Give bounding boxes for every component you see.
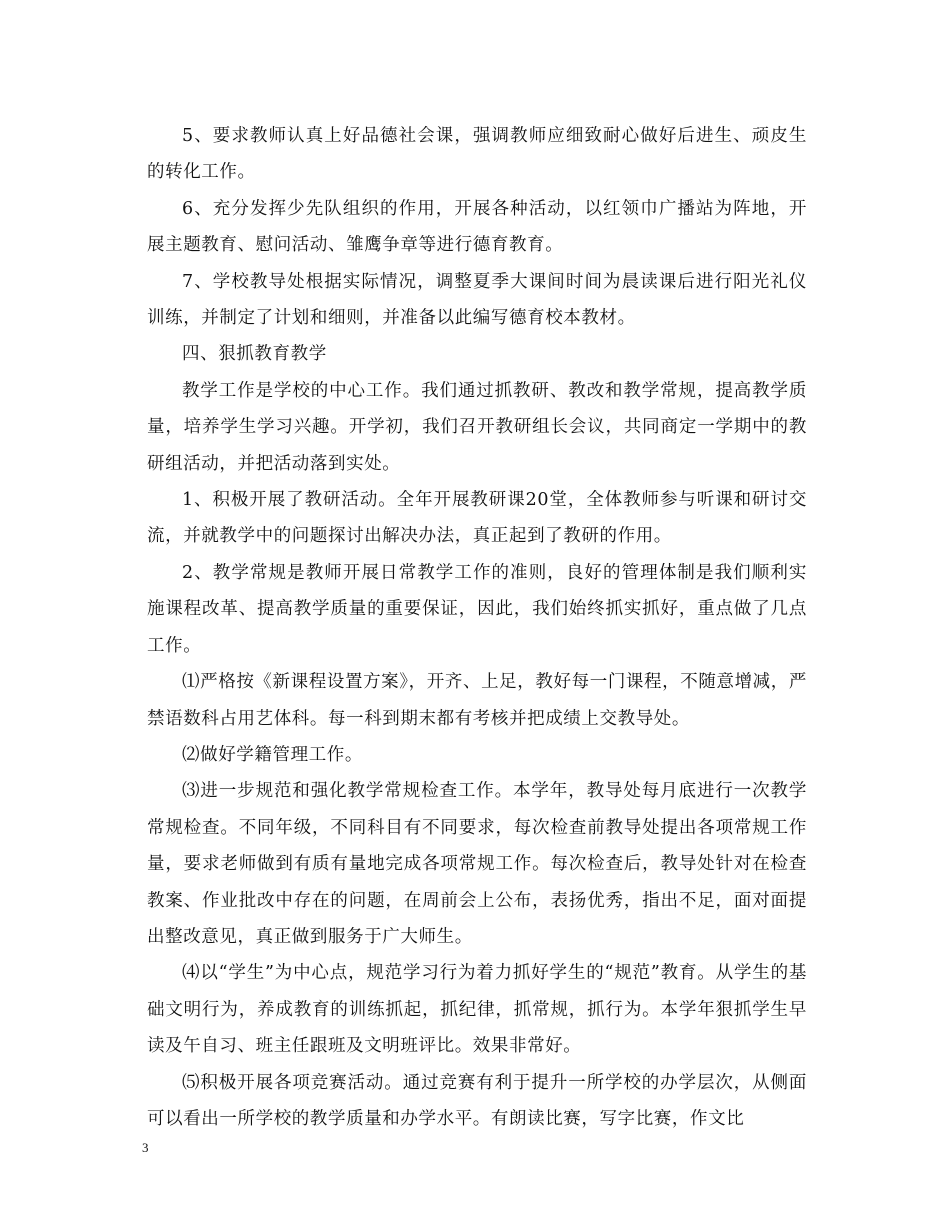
paragraph-teaching-item-1: 1、积极开展了教研活动。全年开展教研课20堂，全体教师参与听课和研讨交流，并就教学中的问题探讨出解决办法，真正起到了教研的作用。 [147, 490, 807, 547]
paragraph-teaching-intro: 教学工作是学校的中心工作。我们通过抓教研、教改和教学常规，提高教学质量，培养学生学习兴趣。开学初，我们召开教研组长会议，共同商定一学期中的教研组活动，并把活动落到实处。 [147, 380, 807, 474]
page-number: 3 [142, 1140, 149, 1155]
paragraph-subitem-5: ⑸积极开展各项竞赛活动。通过竞赛有利于提升一所学校的办学层次，从侧面可以看出一所学校的教学质量和办学水平。有朗读比赛，写字比赛，作文比 [147, 1072, 807, 1129]
paragraph-subitem-3: ⑶进一步规范和强化教学常规检查工作。本学年，教导处每月底进行一次教学常规检查。不同年级，不同科目有不同要求，每次检查前教导处提出各项常规工作量，要求老师做到有质有量地完成各项常规工作。每次检查后，教导处针对在检查教案、作业批改中存在的问题，在周前会上公布，表扬优秀，指出不足，面对面提出整改意见，真正做到服务于广大师生。 [147, 781, 807, 947]
document-body [147, 118, 807, 1137]
paragraph-teaching-item-2: 2、教学常规是教师开展日常教学工作的准则，良好的管理体制是我们顺利实施课程改革、提高教学质量的重要保证，因此，我们始终抓实抓好，重点做了几点工作。 [147, 562, 807, 656]
section-heading-teaching: 四、狠抓教育教学 [182, 344, 327, 365]
paragraph-item-6: 6、充分发挥少先队组织的作用，开展各种活动，以红领巾广播站为阵地，开展主题教育、慰问活动、雏鹰争章等进行德育教育。 [147, 198, 807, 256]
paragraph-subitem-4: ⑷以“学生”为中心点，规范学习行为着力抓好学生的“规范”教育。从学生的基础文明行为，养成教育的训练抓起，抓纪律，抓常规，抓行为。本学年狠抓学生早读及午自习、班主任跟班及文明班评比。效果非常好。 [147, 963, 807, 1057]
paragraph-subitem-2: ⑵做好学籍管理工作。 [182, 744, 363, 765]
paragraph-item-7: 7、学校教导处根据实际情况，调整夏季大课间时间为晨读课后进行阳光礼仪训练，并制定了计划和细则，并准备以此编写德育校本教材。 [147, 271, 807, 329]
paragraph-item-5: 5、要求教师认真上好品德社会课，强调教师应细致耐心做好后进生、顽皮生的转化工作。 [147, 126, 807, 183]
paragraph-subitem-1: ⑴严格按《新课程设置方案》，开齐、上足，教好每一门课程，不随意增减，严禁语数科占用艺体科。每一科到期末都有考核并把成绩上交教导处。 [147, 672, 807, 729]
